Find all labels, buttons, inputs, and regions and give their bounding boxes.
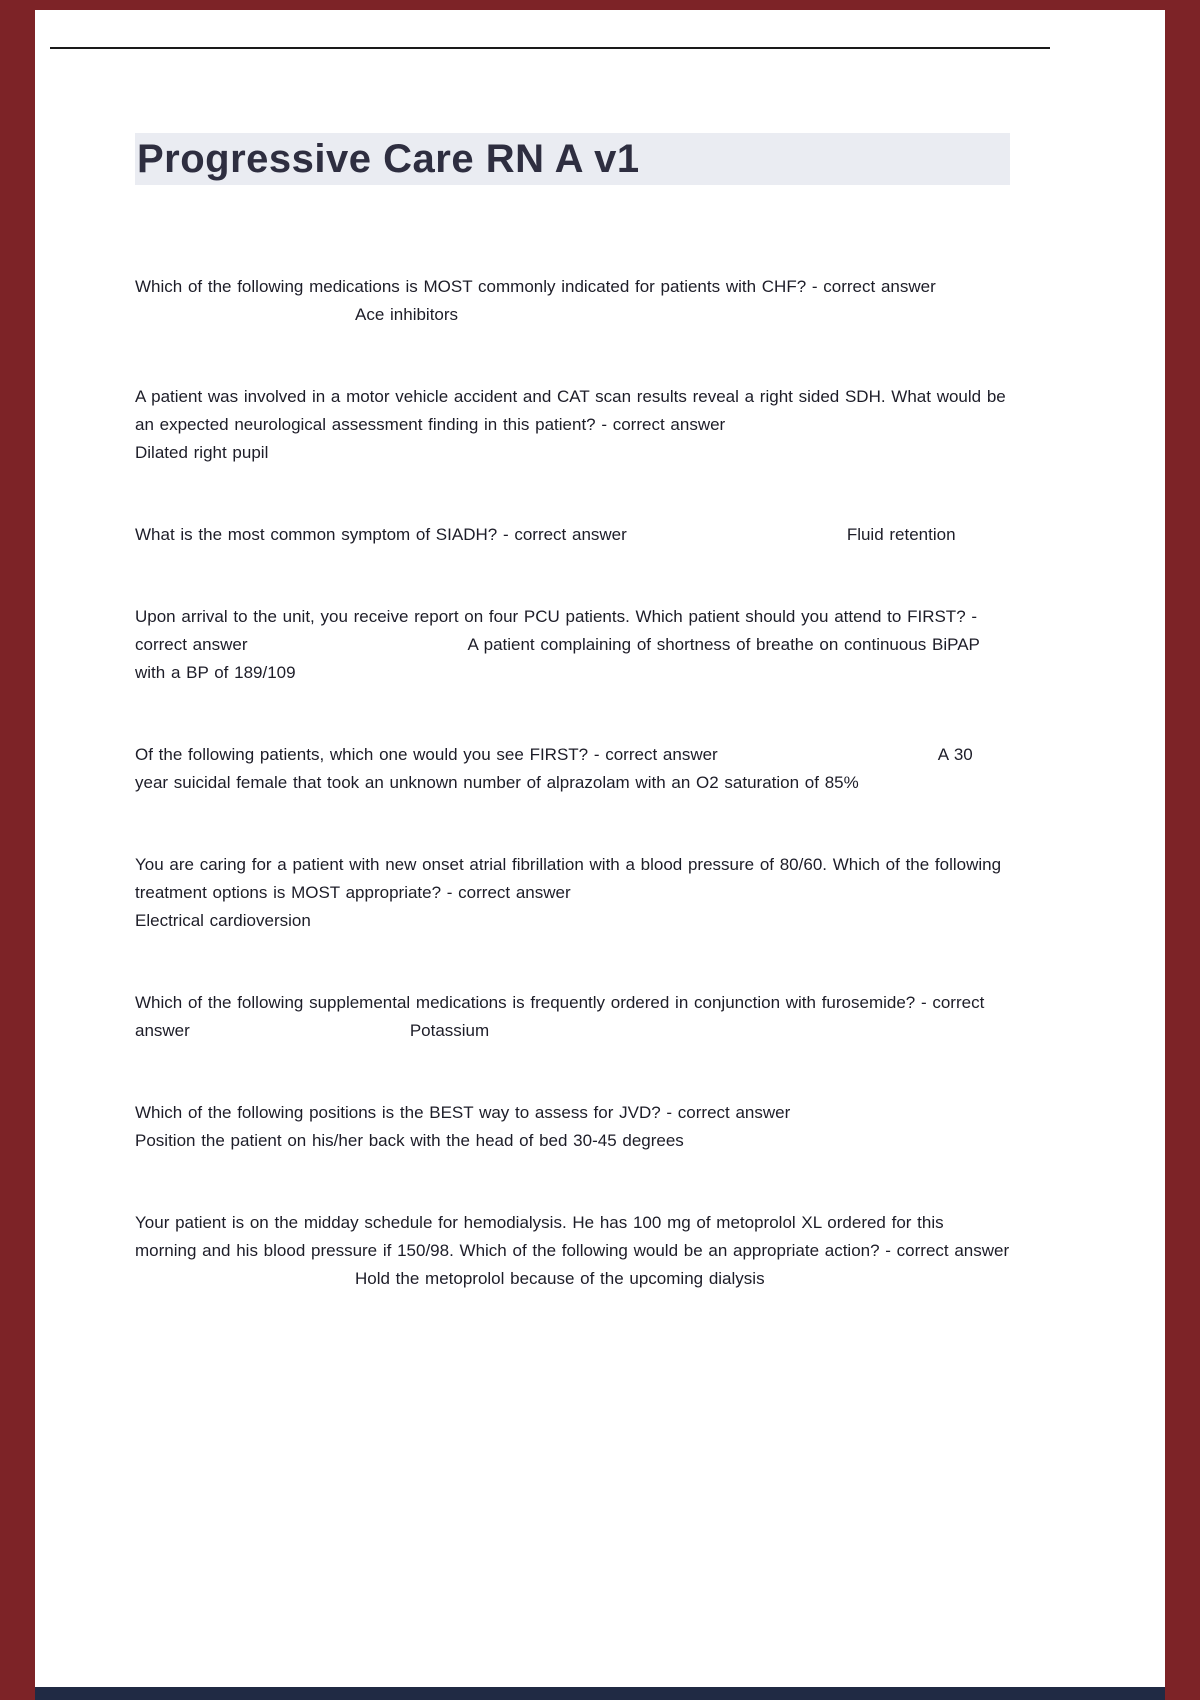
qa-block: [135, 273, 1010, 329]
qa-block: [135, 989, 1010, 1045]
qa-block: [135, 383, 1010, 467]
answer-gap: [247, 649, 467, 650]
qa-text: Of the following patients, which one would you see FIRST? - correct answer: [135, 745, 718, 764]
qa-text: Which of the following supplemental medications is frequently ordered in conjunction with furosemide? - correct answer: [135, 993, 985, 1040]
qa-block: [135, 521, 1010, 549]
qa-text: A patient was involved in a motor vehicle accident and CAT scan results reveal a right sided SDH. What would be an expected neurological assessment finding in this patient? - correct answer: [135, 387, 1006, 434]
qa-block: [135, 741, 1010, 797]
qa-text: Which of the following positions is the BEST way to assess for JVD? - correct answer: [135, 1103, 791, 1122]
document-page: [35, 10, 1165, 1700]
qa-text: Position the patient on his/her back with the head of bed 30-45 degrees: [135, 1131, 684, 1150]
answer-gap: [135, 1283, 355, 1284]
qa-block: [135, 851, 1010, 935]
qa-text: A 30 year suicidal female that took an unknown number of alprazolam with an O2 saturation of 85%: [135, 745, 973, 792]
answer-gap: [190, 1035, 410, 1036]
qa-block: [135, 603, 1010, 687]
qa-text: A patient complaining of shortness of breathe on continuous BiPAP with a BP of 189/109: [135, 635, 980, 682]
qa-text: You are caring for a patient with new onset atrial fibrillation with a blood pressure of 80/60. Which of the following treatment options is MOST appropriate? - correct answer: [135, 855, 1002, 902]
qa-text: Potassium: [409, 1021, 490, 1040]
qa-block: [135, 1099, 1010, 1155]
footer-bar: [35, 1687, 1165, 1700]
answer-gap: [718, 759, 938, 760]
qa-block: [135, 1209, 1010, 1293]
qa-text: Which of the following medications is MOST commonly indicated for patients with CHF? - correct answer: [135, 277, 936, 296]
qa-text: Upon arrival to the unit, you receive report on four PCU patients. Which patient should you attend to FIRST? - correct answer: [135, 607, 978, 654]
qa-list: [135, 273, 1010, 1293]
qa-text: Electrical cardioversion: [135, 911, 311, 930]
qa-text: What is the most common symptom of SIADH? - correct answer: [135, 525, 627, 544]
qa-text: Dilated right pupil: [135, 443, 269, 462]
page-title: Progressive Care RN A v1: [135, 133, 1010, 185]
qa-text: Fluid retention: [846, 525, 956, 544]
answer-gap: [135, 319, 355, 320]
qa-text: Ace inhibitors: [355, 305, 459, 324]
qa-text: Hold the metoprolol because of the upcoming dialysis: [355, 1269, 765, 1288]
qa-text: Your patient is on the midday schedule for hemodialysis. He has 100 mg of metoprolol XL ordered for this morning and his blood pressure if 150/98. Which of the following would be an appropriate action? - correct answer: [135, 1213, 1010, 1260]
document-content: [135, 10, 1010, 1347]
answer-gap: [627, 539, 847, 540]
